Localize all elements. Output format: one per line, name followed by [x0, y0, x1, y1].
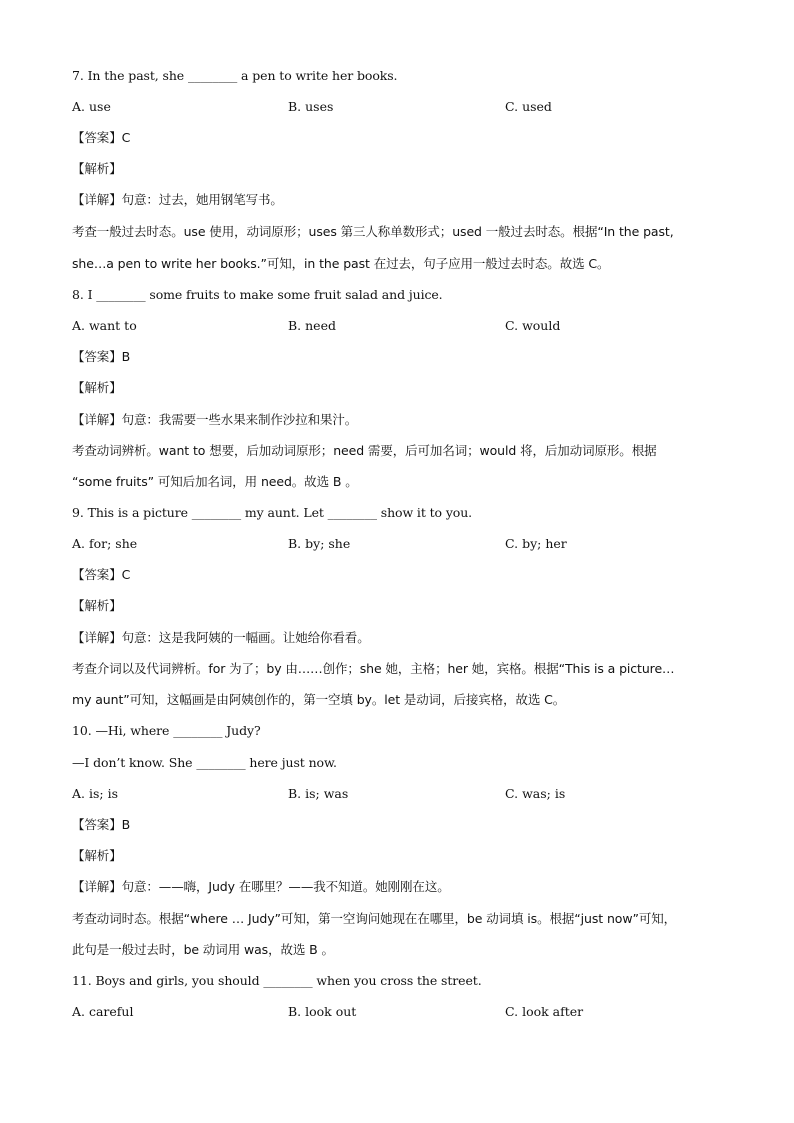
question-7-analysis-label: 【解析】 [72, 161, 122, 176]
option-c: C. used [505, 99, 552, 114]
question-11-stem: 11. Boys and girls, you should ________ when you cross the street. [72, 973, 482, 988]
question-10-stem: 10. —Hi, where ________ Judy? [72, 723, 261, 738]
option-b: B. is; was [288, 786, 349, 801]
option-b: B. need [288, 318, 336, 333]
question-8-explanation-1: 考查动词辨析。want to 想要，后加动词原形；need 需要，后可加名词；would 将，后加动词原形。根据 [72, 443, 657, 458]
question-9-stem: 9. This is a picture ________ my aunt. Let ________ show it to you. [72, 505, 473, 520]
question-8-answer: 【答案】B [72, 349, 131, 364]
question-7-options [72, 99, 722, 115]
question-10-answer: 【答案】B [72, 817, 131, 832]
question-7-explanation-1: 考查一般过去时态。use 使用，动词原形；uses 第三人称单数形式；used 一般过去时态。根据“In the past, [72, 224, 674, 239]
question-8-stem: 8. I ________ some fruits to make some fruit salad and juice. [72, 287, 443, 302]
question-9-analysis-label: 【解析】 [72, 598, 122, 613]
option-c: C. by; her [505, 536, 567, 551]
option-c: C. was; is [505, 786, 566, 801]
question-10-options [72, 786, 722, 802]
question-10-explanation-1: 考查动词时态。根据“where … Judy”可知，第一空询问她现在在哪里，be 动词填 is。根据“just now”可知， [72, 911, 677, 926]
option-a: A. careful [72, 1004, 134, 1019]
question-9-options [72, 536, 722, 552]
question-11-options [72, 1004, 722, 1020]
option-a: A. for; she [72, 536, 138, 551]
option-b: B. uses [288, 99, 334, 114]
question-9-explanation-2: my aunt”可知，这幅画是由阿姨创作的，第一空填 by。let 是动词，后接宾格，故选 C。 [72, 692, 566, 707]
question-7-detail: 【详解】句意：过去，她用钢笔写书。 [72, 192, 283, 207]
question-9-explanation-1: 考查介词以及代词辨析。for 为了；by 由……创作；she 她，主格；her 她，宾格。根据“This is a picture… [72, 661, 675, 676]
option-a: A. is; is [72, 786, 118, 801]
question-8-detail: 【详解】句意：我需要一些水果来制作沙拉和果汁。 [72, 412, 358, 427]
question-10-analysis-label: 【解析】 [72, 848, 122, 863]
question-10-detail: 【详解】句意：——嗨，Judy 在哪里？——我不知道。她刚刚在这。 [72, 879, 450, 894]
question-9-detail: 【详解】句意：这是我阿姨的一幅画。让她给你看看。 [72, 630, 370, 645]
option-a: A. want to [72, 318, 137, 333]
question-9-answer: 【答案】C [72, 567, 131, 582]
question-10-stem-reply: —I don’t know. She ________ here just now. [72, 755, 337, 770]
question-7-stem: 7. In the past, she ________ a pen to write her books. [72, 68, 398, 83]
option-c: C. look after [505, 1004, 584, 1019]
question-8-explanation-2: “some fruits” 可知后加名词，用 need。故选 B 。 [72, 474, 358, 489]
question-7-answer: 【答案】C [72, 130, 131, 145]
question-8-analysis-label: 【解析】 [72, 380, 122, 395]
question-8-options [72, 318, 722, 334]
option-b: B. by; she [288, 536, 351, 551]
option-b: B. look out [288, 1004, 357, 1019]
question-7-explanation-2: she…a pen to write her books.”可知，in the past 在过去，句子应用一般过去时态。故选 C。 [72, 256, 610, 271]
question-10-explanation-2: 此句是一般过去时，be 动词用 was，故选 B 。 [72, 942, 334, 957]
option-a: A. use [72, 99, 111, 114]
option-c: C. would [505, 318, 561, 333]
